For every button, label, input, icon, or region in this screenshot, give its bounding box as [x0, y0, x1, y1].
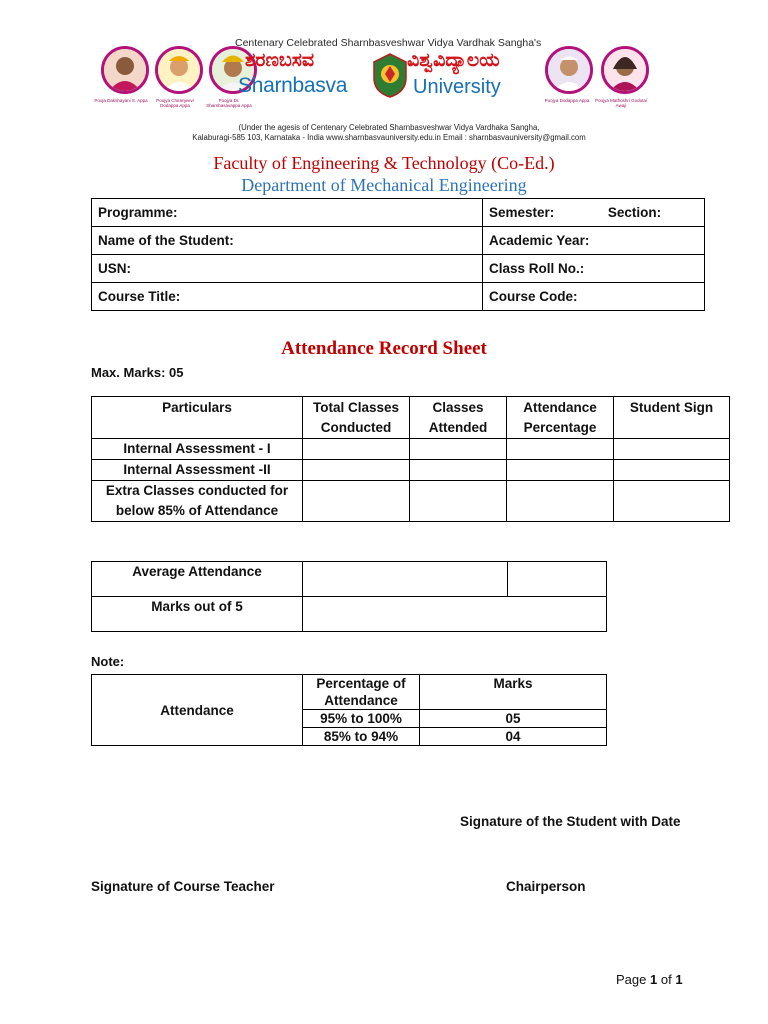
table-row — [92, 283, 705, 311]
page-number: Page 1 of 1 — [616, 972, 683, 987]
average-attendance-table — [91, 561, 607, 632]
header-total-classes: Total Classes Conducted — [303, 397, 410, 439]
student-name-label: Name of the Student: — [92, 227, 483, 255]
faculty-title: Faculty of Engineering & Technology (Co-Ed.) — [213, 153, 555, 173]
course-title-label: Course Title: — [92, 283, 483, 311]
header-particulars: Particulars — [92, 397, 303, 439]
table-header-row — [92, 675, 607, 710]
semester-label: Semester: — [489, 205, 555, 220]
marks-out-of-5-label: Marks out of 5 — [92, 597, 303, 632]
header-student-sign: Student Sign — [614, 397, 730, 439]
course-teacher-signature-label: Signature of Course Teacher — [91, 879, 275, 894]
range-cell: 95% to 100% — [303, 710, 420, 728]
course-code-label: Course Code: — [483, 283, 705, 311]
table-row — [92, 199, 705, 227]
average-attendance-label: Average Attendance — [92, 562, 303, 597]
programme-label: Programme: — [92, 199, 483, 227]
table-row — [92, 227, 705, 255]
class-roll-label: Class Roll No.: — [483, 255, 705, 283]
department-title: Department of Mechanical Engineering — [241, 175, 527, 195]
note-label: Note: — [91, 654, 125, 669]
marks-cell: 04 — [420, 728, 607, 746]
student-info-table — [91, 198, 705, 311]
centenary-line: Centenary Celebrated Sharnbasveshwar Vidya Vardhak Sangha's — [235, 37, 542, 49]
row-internal-assessment-1: Internal Assessment - I — [92, 439, 303, 460]
university-emblem-icon — [371, 52, 409, 98]
table-row — [92, 481, 730, 522]
table-header-row — [92, 397, 730, 439]
university-name-kannada-left: ಶರಣಬಸವ — [245, 50, 315, 71]
chairperson-label: Chairperson — [506, 879, 586, 894]
range-cell: 85% to 94% — [303, 728, 420, 746]
header-attendance-percentage: Attendance Percentage — [507, 397, 614, 439]
sheet-title: Attendance Record Sheet — [281, 338, 487, 359]
row-internal-assessment-2: Internal Assessment -II — [92, 460, 303, 481]
university-name-english-right: University — [413, 76, 501, 98]
founder-portrait-1 — [101, 46, 149, 94]
semester-section-cell — [483, 199, 705, 227]
university-name-english-left: Sharnbasva — [238, 74, 348, 97]
attendance-row-label: Attendance — [92, 675, 303, 746]
row-extra-classes: Extra Classes conducted for below 85% of Attendance — [92, 481, 303, 522]
university-agesis-text: (Under the agesis of Centenary Celebrated Sharnbasveshwar Vidya Vardhaka Sangha, Kalaburagi-585 103, Karnataka - India www.sharnbasvauniversity.edu.in Email : sharnbasvauniversity@gmail.com — [192, 123, 586, 142]
table-row — [92, 255, 705, 283]
marks-criteria-table — [91, 674, 607, 746]
header-marks: Marks — [420, 675, 607, 710]
usn-label: USN: — [92, 255, 483, 283]
table-row — [92, 439, 730, 460]
table-row — [92, 460, 730, 481]
university-name-kannada-right: ವಿಶ್ವವಿದ್ಯಾಲಯ — [407, 50, 500, 71]
table-row — [92, 562, 607, 597]
max-marks: Max. Marks: 05 — [91, 365, 184, 380]
founder-portrait-4 — [545, 46, 593, 94]
table-row — [92, 597, 607, 632]
student-signature-label: Signature of the Student with Date — [460, 814, 681, 829]
academic-year-label: Academic Year: — [483, 227, 705, 255]
marks-cell: 05 — [420, 710, 607, 728]
founder-portrait-5 — [601, 46, 649, 94]
attendance-table — [91, 396, 730, 522]
founder-portrait-2 — [155, 46, 203, 94]
university-letterhead: Pooja Dakshayani S. Appa Poojya Chiranjeevi Dodappa Appa Poojya Dr. Sharnbasavappa Appa Centenary Celebrated Sharnbasveshwar Vidya Vardhak Sangha's ಶರಣಬಸವ ವಿಶ್ವವಿದ್ಯಾಲಯ Sharnbasva University Poojya Dodappa Appa Poojya Mathoshri Godutai Awaji (Under the agesis of Centenary Celebrated Sharnbasveshwar Vidya Vardhaka Sangha, Kalaburagi-585 103, Karnataka - India www.sharnbasvauniversity.edu.in Email : sharnbasvauniversity@gmail.com — [95, 34, 675, 146]
section-label: Section: — [607, 205, 662, 220]
header-classes-attended: Classes Attended — [410, 397, 507, 439]
header-percentage-of-attendance: Percentage of Attendance — [303, 675, 420, 710]
